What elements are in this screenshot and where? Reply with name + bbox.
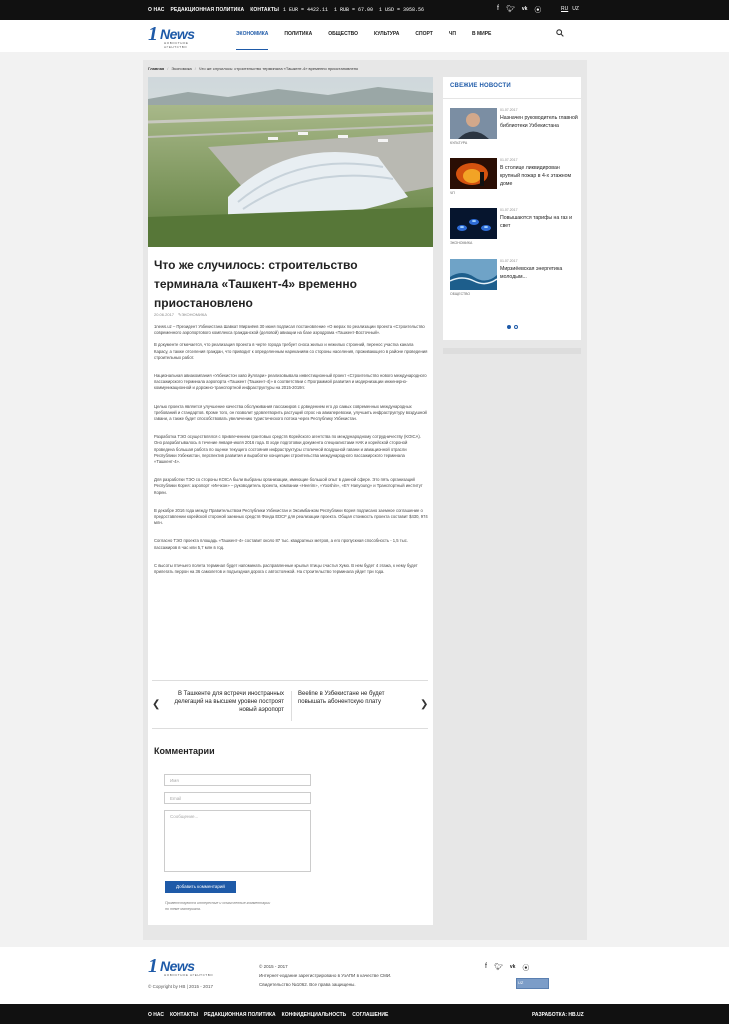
divider [291, 691, 292, 721]
search-icon[interactable] [556, 29, 564, 37]
rss-icon[interactable]: ⦿ [522, 965, 530, 972]
article-title: Что же случилось: строительство терминала «Ташкент-4» временно приостановлено [154, 258, 358, 310]
bottom-link-agreement[interactable]: СОГЛАШЕНИЕ [352, 1012, 389, 1018]
top-link-contacts[interactable]: КОНТАКТЫ [250, 7, 280, 13]
footer-logo[interactable] [148, 956, 218, 978]
site-logo[interactable] [148, 23, 212, 49]
facebook-icon[interactable]: f [497, 5, 499, 12]
breadcrumb-separator: / [167, 66, 169, 71]
logo-news: News [160, 26, 195, 42]
comments-title: Комментарии [154, 746, 215, 756]
news-title[interactable]: Назначен руководитель главной библиотеки Узбекистана [500, 115, 578, 129]
breadcrumb-home[interactable]: Главная [148, 66, 165, 71]
rate-usd: 1 USD = 3958.56 [379, 7, 425, 13]
breadcrumb-category[interactable]: Экономика [171, 66, 192, 71]
bottom-link-about[interactable]: О НАС [148, 1012, 164, 1018]
bottom-bar [0, 1004, 729, 1024]
breadcrumb-separator: / [194, 66, 196, 71]
lang-ru[interactable]: RU [561, 6, 569, 12]
carousel-dot[interactable] [507, 325, 511, 329]
chevron-right-icon[interactable]: ❯ [420, 699, 429, 710]
news-thumbnail [450, 208, 497, 239]
news-date: 01.07.2017 [500, 259, 518, 263]
article-paragraph: 1news.uz – Президент Узбекистана Шавкат Мирзиёев 30 июня подписал постановление «О мерах по реализации проекта «Строительство современного аэропортового комплекса гражданской (деловой) авиации на базе аэродрома «Ташкент-Восточный». [154, 324, 425, 336]
sidebar-title: СВЕЖИЕ НОВОСТИ [450, 83, 511, 89]
article-paragraph: Национальная авиакомпания «Узбекистон хаво йуллари» реализовывала инвестиционный проект «Строительство нового международного пассажирского терминала аэропорта «Ташкент (Ташкент-4)» в соответствии с Программой развития и модернизации инженерно-коммуникационной и дорожно-транспортной инфраструктуры на 2015-2019гг. [154, 373, 427, 391]
article-date: 20.06.2017 [154, 312, 175, 317]
top-social [497, 5, 541, 15]
article-hero-image [148, 77, 433, 247]
news-category[interactable]: ЧП [450, 191, 455, 195]
divider [152, 680, 428, 681]
carousel-dot[interactable] [514, 325, 518, 329]
article-body [154, 324, 428, 581]
top-links [148, 7, 279, 13]
chevron-left-icon[interactable]: ❮ [152, 699, 161, 710]
article-paragraph: Согласно ТЭО проекта площадь «Ташкент-4» составит около 87 тыс. квадратных метров, а его пропускная способность - 1,5 тыс. пассажиров в час или 5,7 млн в год. [154, 538, 408, 550]
sidebar-news-item[interactable] [450, 108, 580, 154]
news-date: 01.07.2017 [500, 208, 518, 212]
logo-one: 1 [148, 955, 158, 977]
logo-one: 1 [148, 23, 158, 45]
sidebar-news-item[interactable] [450, 158, 580, 204]
bottom-links [148, 1012, 388, 1018]
footer-info-line: Свидетельство №1062. Все права защищены. [259, 982, 356, 987]
name-field[interactable]: Имя [164, 774, 311, 786]
divider [152, 728, 428, 729]
logo-news: News [160, 958, 195, 974]
bottom-link-contacts[interactable]: КОНТАКТЫ [170, 1012, 199, 1018]
facebook-icon[interactable]: f [485, 963, 487, 970]
developer-credit[interactable]: РАЗРАБОТКА: HB.UZ [532, 1012, 584, 1018]
top-bar [0, 0, 729, 20]
news-thumbnail [450, 158, 497, 189]
next-article-link[interactable]: Beeline в Узбекистане не будет повышать абонентскую плату [298, 691, 385, 705]
article-paragraph: Для разработки ТЭО со стороны KOICA были выбраны организации, имеющие большой опыт в данной сфере. Это пять организаций Республики Корея: аэропорт «Инчхон» – руководитель проекта, компании «Heerim», «Yooshin», «EY Hanyoung» и Транспортный институт Кореи. [154, 477, 423, 495]
main-nav [236, 31, 507, 50]
logo-subtitle: НОВОСТНОЕ АГЕНТСТВО [164, 973, 214, 977]
vk-icon[interactable]: vk [509, 964, 516, 970]
article-category-label: ЭКОНОМИКА [181, 312, 207, 317]
logo-subtitle: НОВОСТНОЕ АГЕНТСТВО [164, 41, 189, 49]
lang-uz[interactable]: UZ [572, 6, 579, 12]
bottom-link-policy[interactable]: РЕДАКЦИОННАЯ ПОЛИТИКА [204, 1012, 276, 1018]
article-paragraph: Разработка ТЭО осуществлялся с привлечением грантовых средств Корейского агентства по международному сотрудничеству (KOICA). Оно разрабатывалось в течение января-июля 2016 года. В ходе подготовки документа специалистами НАК и корейской стороной проведена большая работа по оценке текущего состояния инфраструктуры столичной воздушной гавани и авиационной отрасли Республики Узбекистан, перспектив развития и выработке концепции строительства международного пассажирского терминала «Ташкент-4». [154, 434, 421, 465]
footer-info-line: Интернет-издание зарегистрировано в УзАПИ в качестве СМИ. [259, 973, 392, 978]
news-title[interactable]: Мирзиёевская энергетика молодым... [500, 266, 563, 280]
message-field[interactable]: Сообщение... [164, 810, 311, 872]
news-title[interactable]: Повышаются тарифы на газ и свет [500, 215, 573, 229]
rate-eur: 1 EUR = 4422.11 [283, 7, 329, 13]
top-link-policy[interactable]: РЕДАКЦИОННАЯ ПОЛИТИКА [170, 7, 245, 13]
news-category[interactable]: ЭКОНОМИКА [450, 241, 473, 245]
nav-emergency[interactable]: ЧП [448, 31, 456, 37]
news-thumbnail [450, 108, 497, 139]
article-paragraph: С высоты птичьего полета терминал будет напоминать расправленные крылья птицы счастья Хумо. В нем будет 4 этажа, к нему будет прилегать перрон на 36 самолетов и подъездная дорога с автостоянкой. На строительство терминала уйдет три года. [154, 562, 418, 575]
twitter-icon[interactable]: 🐦︎ [505, 6, 515, 13]
prev-article-link[interactable]: В Ташкенте для встречи иностранных делегаций на высшем уровне построят новый аэропорт [174, 691, 284, 713]
news-thumbnail [450, 259, 497, 290]
nav-economy[interactable]: ЭКОНОМИКА [236, 31, 268, 50]
article-paragraph: В документе отмечается, что реализация проекта в черте города требует сноса жилых и нежилых строений, перенос участка канала Карасу, а также отселения граждан, что приводит к определенным нареканиям со стороны населения, проживающего в районе проведения строительных работ. [154, 342, 428, 360]
breadcrumb-current: Что же случилось: строительство терминала «Ташкент-4» временно приостановлено [198, 66, 359, 71]
breadcrumb [148, 66, 358, 71]
bottom-link-privacy[interactable]: КОНФИДЕНЦИАЛЬНОСТЬ [281, 1012, 347, 1018]
rate-rub: 1 RUB = 67.00 [334, 7, 374, 13]
currency-rates [283, 7, 424, 13]
news-category[interactable]: КУЛЬТУРА [450, 141, 468, 145]
nav-world[interactable]: В МИРЕ [471, 31, 492, 37]
article-meta [154, 312, 207, 317]
submit-comment-button[interactable]: Добавить комментарий [165, 881, 236, 893]
nav-culture[interactable]: КУЛЬТУРА [374, 31, 400, 37]
sidebar-widget-placeholder [443, 348, 581, 354]
footer-social [485, 963, 529, 973]
footer-info [259, 962, 469, 989]
visit-counter-badge[interactable]: UZ [516, 978, 549, 989]
nav-sport[interactable]: СПОРТ [415, 31, 433, 37]
article-paragraph: Целью проекта является улучшение качества обслуживания пассажиров с доведением его до самых современных международных требований и стандартов. Кроме того, он позволит удовлетворить растущий спрос на авиаперевозки, улучшить инфраструктуру воздушной гавани, а также будет способствовать увеличению туристического потока через Республику Узбекистан. [154, 403, 427, 422]
email-field[interactable]: Email [164, 792, 311, 804]
news-date: 01.07.2017 [500, 158, 518, 162]
copyright: © Copyright by HB | 2015 - 2017 [148, 984, 214, 989]
rss-icon[interactable]: ⦿ [534, 7, 542, 14]
news-category[interactable]: ОБЩЕСТВО [450, 292, 471, 296]
language-switch [561, 6, 579, 12]
comment-note: Приветствуются интересные и осмысленные комментарии по теме материала. [165, 901, 271, 911]
carousel-dots [507, 325, 518, 329]
pencil-icon: ✎ [178, 312, 182, 317]
news-date: 01.07.2017 [500, 108, 518, 112]
sidebar-news-item[interactable] [450, 259, 580, 305]
nav-politics[interactable]: ПОЛИТИКА [284, 31, 313, 37]
news-title[interactable]: В столице ликвидирован крупный пожар в 4-х этажном доме [500, 165, 572, 187]
top-link-about[interactable]: О НАС [148, 7, 165, 13]
sidebar-news-item[interactable] [450, 208, 580, 254]
footer-info-line: © 2015 - 2017 [259, 964, 288, 969]
divider [443, 98, 581, 99]
twitter-icon[interactable]: 🐦︎ [493, 964, 503, 971]
article-paragraph: В декабре 2016 года между Правительством Республики Узбекистан и Эксимбанком Республики Корея подписано заемное соглашение о предоставлении корейской стороной заемных средств Фонда EDCF для реализации проекта. Общая стоимость проекта составит $430, 974 млн. [154, 507, 428, 526]
vk-icon[interactable]: vk [521, 6, 528, 12]
article-category[interactable] [178, 312, 207, 317]
nav-society[interactable]: ОБЩЕСТВО [328, 31, 359, 37]
